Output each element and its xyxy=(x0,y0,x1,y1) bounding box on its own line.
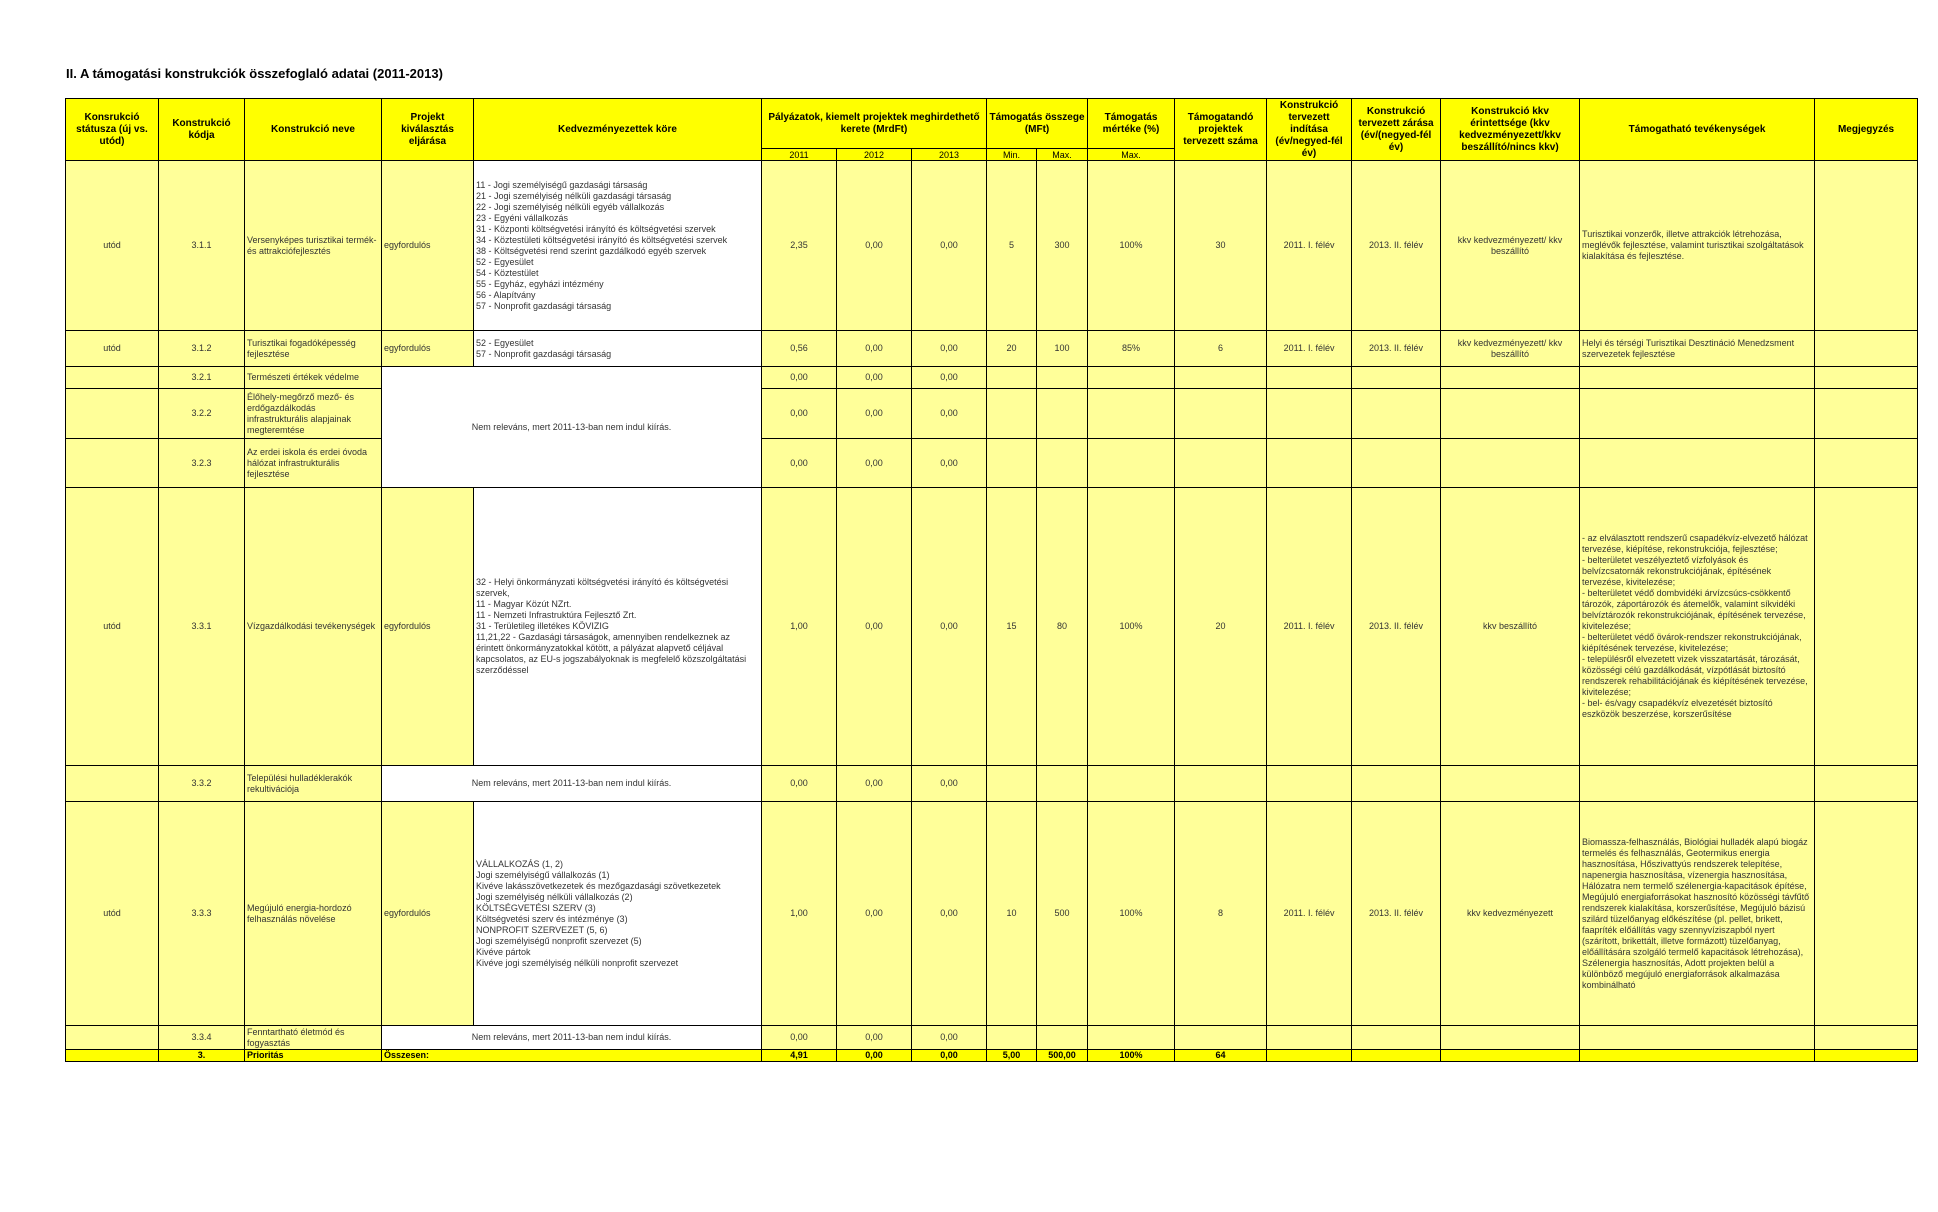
cell-not-relevant: Nem releváns, mert 2011-13-ban nem indul kiírás. xyxy=(382,367,762,488)
cell-start: 2011. I. félév xyxy=(1267,488,1352,766)
cell-2011: 2,35 xyxy=(762,161,837,331)
cell-activities: - az elválasztott rendszerű csapadékvíz-elvezető hálózat tervezése, kiépítése, rekonstrukciója, fejlesztése; - belterületet veszélyeztető vízfolyások és belvízcsatornák rekonstrukciójának, építésének tervezése, kivitelezése; - belterületet védő dombvidéki árvízcsúcs-csökkentő tározók, záportározók és átemelők, valamint síkvidéki belvíztározók rekonstrukciójának, építésének tervezése, kivitelezése; - belterületet védő övárok-rendszer rekonstrukciójának, kiépítésének tervezése, kivitelezése; - településről elvezetett vizek visszatartását, tározását, közösségi célú gazdálkodását, vízpótlását biztosító rendszerek rehabilitációjának és kiépítésének tervezése, kivitelezése; - bel- és/vagy csapadékvíz elvezetését biztosító eszközök beszerzése, korszerűsítése xyxy=(1580,488,1815,766)
cell-2011: 1,00 xyxy=(762,488,837,766)
cell-2012: 0,00 xyxy=(837,802,912,1026)
summary-table xyxy=(65,98,1918,1062)
cell-2011: 0,00 xyxy=(762,439,837,488)
total-label: Prioritás xyxy=(245,1050,382,1062)
header-sme: Konstrukció kkv érintettsége (kkv kedvezményezett/kkv beszállító/nincs kkv) xyxy=(1441,99,1580,161)
cell-rate: 100% xyxy=(1088,802,1175,1026)
cell-activities: Biomassza-felhasználás, Biológiai hulladék alapú biogáz termelés és felhasználás, Geotermikus energia hasznosítása, Hőszivattyús rendszerek telepítése, napenergia hasznosítása, vízenergia hasznosítása, Hálózatra nem termelő szélenergia-kapacitások építése, Megújuló energiaforrásokat hasznosító közösségi távfűtő rendszerek kialakítása, korszerűsítése, Megújuló bázisú szilárd tüzelőanyag előkészítése (pl. pellet, brikett, faapríték előállítás vagy szennyvíziszapból nyert (szárított, brikettált, illetve formázott) tüzelőanyag, előállítására szolgáló termelő kapacitások létrehozása), Szélenergia hasznosítás, Adott projekten belül a különböző megújuló energiaforrások alkalmazása kombinálható xyxy=(1580,802,1815,1026)
cell-not-relevant: Nem releváns, mert 2011-13-ban nem indul kiírás. xyxy=(382,1026,762,1050)
cell-min: 5 xyxy=(987,161,1037,331)
cell-2011: 1,00 xyxy=(762,802,837,1026)
total-row xyxy=(66,1050,1918,1062)
cell-status: utód xyxy=(66,488,159,766)
cell-2013: 0,00 xyxy=(912,389,987,439)
header-year-2011: 2011 xyxy=(762,149,837,161)
cell-2012: 0,00 xyxy=(837,367,912,389)
cell-not-relevant: Nem releváns, mert 2011-13-ban nem indul kiírás. xyxy=(382,766,762,802)
cell-2011: 0,00 xyxy=(762,1026,837,1050)
cell-name: Vízgazdálkodási tevékenységek xyxy=(245,488,382,766)
header-end: Konstrukció tervezett zárása (év/(negyed-fél év) xyxy=(1352,99,1441,161)
total-sum-label: Összesen: xyxy=(382,1050,762,1062)
cell-2013: 0,00 xyxy=(912,367,987,389)
header-code: Konstrukció kódja xyxy=(159,99,245,161)
cell-name: Turisztikai fogadóképesség fejlesztése xyxy=(245,331,382,367)
table-row xyxy=(66,331,1918,367)
cell-beneficiaries: 32 - Helyi önkormányzati költségvetési irányító és költségvetési szervek, 11 - Magyar Közút NZrt. 11 - Nemzeti Infrastruktúra Fejlesztő Zrt. 31 - Területileg illetékes KÖVIZIG 11,21,22 - Gazdasági társaságok, amennyiben rendelkeznek az érintett önkormányzatokkal kötött, a pályázat alapvető céljával kapcsolatos, az EU-s jogszabályoknak is megfelelő közszolgáltatási szerződéssel xyxy=(474,488,762,766)
header-framework: Pályázatok, kiemelt projektek meghirdethető kerete (MrdFt) xyxy=(762,99,987,149)
cell-code: 3.3.2 xyxy=(159,766,245,802)
cell-selection: egyfordulós xyxy=(382,488,474,766)
table-row xyxy=(66,766,1918,802)
header-name: Konstrukció neve xyxy=(245,99,382,161)
cell-2013: 0,00 xyxy=(912,488,987,766)
cell-2012: 0,00 xyxy=(837,389,912,439)
cell-start: 2011. I. félév xyxy=(1267,802,1352,1026)
header-start: Konstrukció tervezett indítása (év/negyed-fél év) xyxy=(1267,99,1352,161)
header-max: Max. xyxy=(1037,149,1088,161)
total-min: 5,00 xyxy=(987,1050,1037,1062)
cell-2013: 0,00 xyxy=(912,439,987,488)
cell-count: 20 xyxy=(1175,488,1267,766)
cell-rate: 100% xyxy=(1088,161,1175,331)
cell-code: 3.2.3 xyxy=(159,439,245,488)
cell-activities: Turisztikai vonzerők, illetve attrakciók létrehozása, meglévők fejlesztése, valamint turisztikai szolgáltatások kialakítása és fejlesztése. xyxy=(1580,161,1815,331)
cell-2013: 0,00 xyxy=(912,766,987,802)
header-support-amount: Támogatás összege (MFt) xyxy=(987,99,1088,149)
header-year-2012: 2012 xyxy=(837,149,912,161)
cell-end: 2013. II. félév xyxy=(1352,488,1441,766)
cell-2012: 0,00 xyxy=(837,331,912,367)
cell-2013: 0,00 xyxy=(912,802,987,1026)
cell-name: Megújuló energia-hordozó felhasználás növelése xyxy=(245,802,382,1026)
header-rate-max: Max. xyxy=(1088,149,1175,161)
cell-code: 3.2.1 xyxy=(159,367,245,389)
table-row xyxy=(66,802,1918,1026)
cell-status: utód xyxy=(66,161,159,331)
cell-beneficiaries: 11 - Jogi személyiségű gazdasági társaság 21 - Jogi személyiség nélküli gazdasági társaság 22 - Jogi személyiség nélküli egyéb vállalkozás 23 - Egyéni vállalkozás 31 - Központi költségvetési irányító és költségvetési szervek 34 - Köztestületi költségvetési irányító és költségvetési szervek 38 - Költségvetési rend szerint gazdálkodó egyéb szervek 52 - Egyesület 54 - Köztestület 55 - Egyház, egyházi intézmény 56 - Alapítvány 57 - Nonprofit gazdasági társaság xyxy=(474,161,762,331)
total-2013: 0,00 xyxy=(912,1050,987,1062)
cell-status: utód xyxy=(66,331,159,367)
table-row xyxy=(66,389,1918,439)
cell-count: 6 xyxy=(1175,331,1267,367)
cell-beneficiaries: VÁLLALKOZÁS (1, 2) Jogi személyiségű vállalkozás (1) Kivéve lakásszövetkezetek és mezőgazdasági szövetkezetek Jogi személyiség nélküli vállalkozás (2) KÖLTSÉGVETÉSI SZERV (3) Költségvetési szerv és intézménye (3) NONPROFIT SZERVEZET (5, 6) Jogi személyiségű nonprofit szervezet (5) Kivéve pártok Kivéve jogi személyiség nélküli nonprofit szervezet xyxy=(474,802,762,1026)
cell-2012: 0,00 xyxy=(837,488,912,766)
header-note: Megjegyzés xyxy=(1815,99,1918,161)
cell-2013: 0,00 xyxy=(912,331,987,367)
cell-min: 15 xyxy=(987,488,1037,766)
table-row xyxy=(66,367,1918,389)
cell-2011: 0,56 xyxy=(762,331,837,367)
cell-code: 3.1.1 xyxy=(159,161,245,331)
cell-end: 2013. II. félév xyxy=(1352,802,1441,1026)
total-2011: 4,91 xyxy=(762,1050,837,1062)
cell-min: 20 xyxy=(987,331,1037,367)
cell-start: 2011. I. félév xyxy=(1267,331,1352,367)
cell-note xyxy=(1815,488,1918,766)
header-project-count: Támogatandó projektek tervezett száma xyxy=(1175,99,1267,161)
cell-name: Élőhely-megőrző mező- és erdőgazdálkodás infrastrukturális alapjainak megteremtése xyxy=(245,389,382,439)
cell-2013: 0,00 xyxy=(912,161,987,331)
cell-selection: egyfordulós xyxy=(382,331,474,367)
total-2012: 0,00 xyxy=(837,1050,912,1062)
cell-name: Települési hulladéklerakók rekultivációja xyxy=(245,766,382,802)
cell-name: Az erdei iskola és erdei óvoda hálózat infrastrukturális fejlesztése xyxy=(245,439,382,488)
header-selection: Projekt kiválasztás eljárása xyxy=(382,99,474,161)
header-status: Konsrukció státusza (új vs. utód) xyxy=(66,99,159,161)
header-min: Min. xyxy=(987,149,1037,161)
cell-name: Természeti értékek védelme xyxy=(245,367,382,389)
header-support-rate: Támogatás mértéke (%) xyxy=(1088,99,1175,149)
cell-code: 3.3.3 xyxy=(159,802,245,1026)
cell-selection: egyfordulós xyxy=(382,802,474,1026)
total-max: 500,00 xyxy=(1037,1050,1088,1062)
cell-2011: 0,00 xyxy=(762,389,837,439)
table-row xyxy=(66,488,1918,766)
cell-sme: kkv beszállító xyxy=(1441,488,1580,766)
cell-count: 8 xyxy=(1175,802,1267,1026)
header-activities: Támogatható tevékenységek xyxy=(1580,99,1815,161)
cell-status: utód xyxy=(66,802,159,1026)
cell-code: 3.3.1 xyxy=(159,488,245,766)
header-beneficiaries: Kedvezményezettek köre xyxy=(474,99,762,161)
cell-end: 2013. II. félév xyxy=(1352,331,1441,367)
cell-start: 2011. I. félév xyxy=(1267,161,1352,331)
cell-sme: kkv kedvezményezett/ kkv beszállító xyxy=(1441,331,1580,367)
cell-note xyxy=(1815,331,1918,367)
cell-name: Fenntartható életmód és fogyasztás xyxy=(245,1026,382,1050)
cell-2011: 0,00 xyxy=(762,766,837,802)
cell-sme: kkv kedvezményezett xyxy=(1441,802,1580,1026)
cell-max: 80 xyxy=(1037,488,1088,766)
cell-min: 10 xyxy=(987,802,1037,1026)
page-title: II. A támogatási konstrukciók összefoglaló adatai (2011-2013) xyxy=(66,66,443,81)
table-row xyxy=(66,1026,1918,1050)
cell-end: 2013. II. félév xyxy=(1352,161,1441,331)
table-row xyxy=(66,161,1918,331)
cell-activities: Helyi és térségi Turisztikai Desztináció Menedzsment szervezetek fejlesztése xyxy=(1580,331,1815,367)
cell-note xyxy=(1815,161,1918,331)
cell-2013: 0,00 xyxy=(912,1026,987,1050)
cell-count: 30 xyxy=(1175,161,1267,331)
total-code: 3. xyxy=(159,1050,245,1062)
cell-rate: 85% xyxy=(1088,331,1175,367)
cell-beneficiaries: 52 - Egyesület 57 - Nonprofit gazdasági társaság xyxy=(474,331,762,367)
cell-max: 300 xyxy=(1037,161,1088,331)
total-count: 64 xyxy=(1175,1050,1267,1062)
cell-2012: 0,00 xyxy=(837,161,912,331)
cell-2012: 0,00 xyxy=(837,439,912,488)
cell-rate: 100% xyxy=(1088,488,1175,766)
cell-code: 3.2.2 xyxy=(159,389,245,439)
cell-note xyxy=(1815,802,1918,1026)
cell-max: 500 xyxy=(1037,802,1088,1026)
cell-2012: 0,00 xyxy=(837,766,912,802)
cell-max: 100 xyxy=(1037,331,1088,367)
table-row xyxy=(66,439,1918,488)
total-rate: 100% xyxy=(1088,1050,1175,1062)
cell-sme: kkv kedvezményezett/ kkv beszállító xyxy=(1441,161,1580,331)
cell-selection: egyfordulós xyxy=(382,161,474,331)
cell-2012: 0,00 xyxy=(837,1026,912,1050)
cell-code: 3.1.2 xyxy=(159,331,245,367)
cell-2011: 0,00 xyxy=(762,367,837,389)
cell-code: 3.3.4 xyxy=(159,1026,245,1050)
cell-name: Versenyképes turisztikai termék- és attrakciófejlesztés xyxy=(245,161,382,331)
header-year-2013: 2013 xyxy=(912,149,987,161)
